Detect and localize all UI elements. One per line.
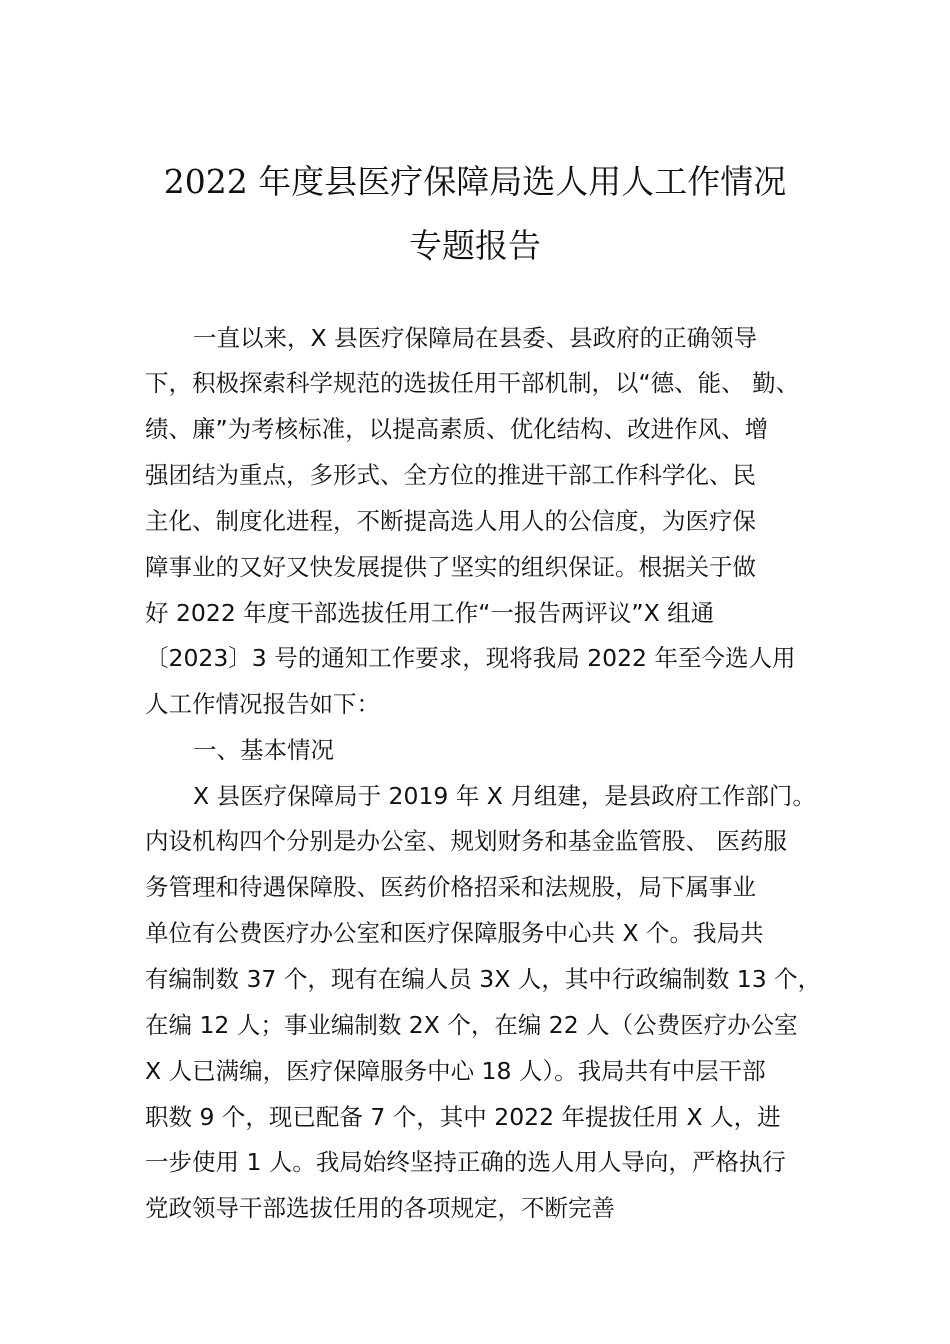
paragraph-line: 一直以来，X 县医疗保障局在县委、县政府的正确领导 — [193, 324, 758, 352]
paragraph-line: 一步使用 1 人。我局始终坚持正确的选人用人导向，严格执行 — [145, 1148, 786, 1176]
section-heading: 一、基本情况 — [193, 736, 334, 764]
paragraph-line: 人工作情况报告如下： — [145, 690, 380, 718]
paragraph-line: 在编 12 人；事业编制数 2X 个，在编 22 人（公费医疗办公室 — [145, 1011, 798, 1039]
paragraph-line: 强团结为重点，多形式、全方位的推进干部工作科学化、民 — [145, 461, 756, 489]
paragraph-line: 好 2022 年度干部选拔任用工作“一报告两评议”X 组通 — [145, 599, 715, 627]
paragraph-line: 障事业的又好又快发展提供了坚实的组织保证。根据关于做 — [145, 553, 756, 581]
paragraph-line: 党政领导干部选拔任用的各项规定，不断完善 — [145, 1194, 615, 1222]
paragraph-line: 内设机构四个分别是办公室、规划财务和基金监管股、 医药服 — [145, 827, 787, 855]
report-title-line-2: 专题报告 — [409, 226, 541, 265]
paragraph-line: 职数 9 个，现已配备 7 个，其中 2022 年提拔任用 X 人，进 — [145, 1103, 781, 1131]
report-title-line-1: 2022 年度县医疗保障局选人用人工作情况 — [163, 162, 787, 201]
paragraph-line: 主化、制度化进程，不断提高选人用人的公信度，为医疗保 — [145, 507, 756, 535]
paragraph-line: 务管理和待遇保障股、医药价格招采和法规股，局下属事业 — [145, 873, 756, 901]
paragraph-line: 下，积极探索科学规范的选拔任用干部机制，以“德、能、 勤、 — [145, 369, 800, 397]
paragraph-line: X 人已满编，医疗保障服务中心 18 人）。我局共有中层干部 — [145, 1057, 766, 1085]
paragraph-line: 单位有公费医疗办公室和医疗保障服务中心共 X 个。我局共 — [145, 919, 764, 947]
paragraph-line: X 县医疗保障局于 2019 年 X 月组建，是县政府工作部门。 — [193, 782, 816, 810]
paragraph-line: 有编制数 37 个，现有在编人员 3X 人，其中行政编制数 13 个， — [145, 965, 822, 993]
paragraph-line: 绩、廉”为考核标准，以提高素质、优化结构、改进作风、增 — [145, 415, 769, 443]
paragraph-line: 〔2023〕3 号的通知工作要求，现将我局 2022 年至今选人用 — [145, 644, 796, 672]
